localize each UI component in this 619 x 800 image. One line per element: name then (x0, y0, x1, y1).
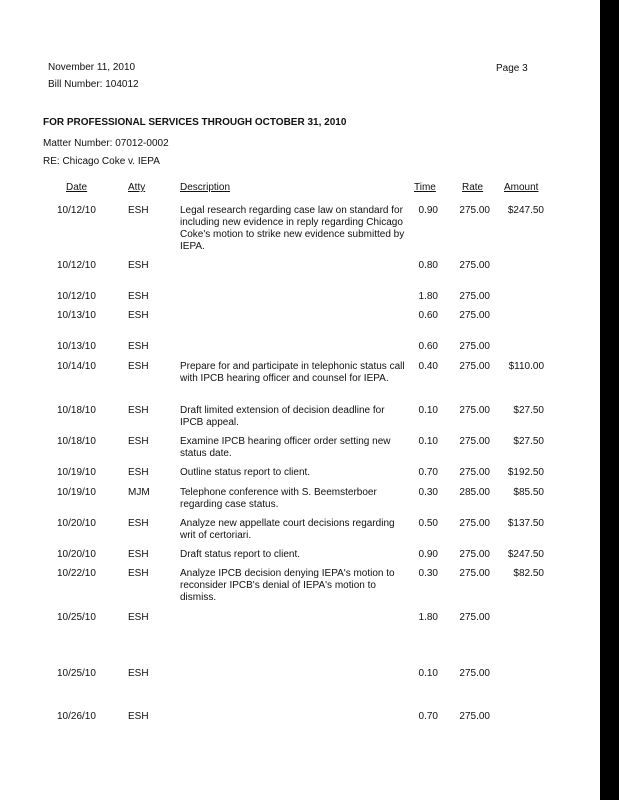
entry-rate: 285.00 (459, 487, 490, 498)
header-rate: Rate (462, 182, 484, 193)
entry-time: 0.40 (418, 361, 438, 372)
entry-description: Telephone conference with S. Beemsterboer regarding case status. (180, 487, 377, 510)
entry-date: 10/20/10 (57, 518, 96, 529)
entry-rate: 275.00 (459, 711, 490, 722)
entry-date: 10/25/10 (57, 612, 96, 623)
entry-atty: ESH (128, 568, 149, 579)
header-time: Time (414, 182, 436, 193)
entry-time: 0.80 (418, 260, 438, 271)
entry-date: 10/19/10 (57, 467, 96, 478)
entry-atty: ESH (128, 260, 149, 271)
entry-amount: $85.50 (513, 487, 544, 498)
entry-rate: 275.00 (459, 612, 490, 623)
entry-atty: ESH (128, 549, 149, 560)
entry-rate: 275.00 (459, 549, 490, 560)
entry-rate: 275.00 (459, 405, 490, 416)
entry-atty: MJM (128, 487, 150, 498)
entry-description: Draft status report to client. (180, 549, 301, 560)
entry-rate: 275.00 (459, 668, 490, 679)
entry-time: 0.60 (418, 341, 438, 352)
entry-date: 10/14/10 (57, 361, 96, 372)
entry-date: 10/12/10 (57, 260, 96, 271)
header-amount: Amount (504, 182, 539, 193)
entry-description: Draft limited extension of decision deadline for IPCB appeal. (180, 405, 385, 428)
entry-rate: 275.00 (459, 205, 490, 216)
entry-atty: ESH (128, 341, 149, 352)
entry-amount: $82.50 (513, 568, 544, 579)
entry-atty: ESH (128, 711, 149, 722)
page-number: Page 3 (496, 63, 528, 74)
entry-atty: ESH (128, 361, 149, 372)
entry-atty: ESH (128, 405, 149, 416)
entry-date: 10/13/10 (57, 310, 96, 321)
entry-rate: 275.00 (459, 436, 490, 447)
entry-atty: ESH (128, 205, 149, 216)
entry-rate: 275.00 (459, 260, 490, 271)
entry-rate: 275.00 (459, 310, 490, 321)
entry-description: Examine IPCB hearing officer order setting new status date. (180, 436, 391, 459)
entry-atty: ESH (128, 518, 149, 529)
section-title: FOR PROFESSIONAL SERVICES THROUGH OCTOBER 31, 2010 (43, 117, 347, 128)
entry-description: Analyze new appellate court decisions regarding writ of certoriari. (180, 518, 395, 541)
entry-time: 0.90 (418, 549, 438, 560)
entry-date: 10/25/10 (57, 668, 96, 679)
entry-amount: $137.50 (507, 518, 544, 529)
matter-re: RE: Chicago Coke v. IEPA (43, 156, 160, 167)
entry-description: Analyze IPCB decision denying IEPA's motion to reconsider IPCB's denial of IEPA's motion to dismiss. (180, 568, 395, 603)
entry-atty: ESH (128, 436, 149, 447)
bill-number: Bill Number: 104012 (48, 79, 139, 90)
entry-time: 0.10 (418, 405, 438, 416)
matter-number: Matter Number: 07012-0002 (43, 138, 169, 149)
entry-time: 1.80 (418, 612, 438, 623)
entry-rate: 275.00 (459, 291, 490, 302)
entry-time: 0.70 (418, 467, 438, 478)
entry-time: 0.30 (418, 568, 438, 579)
entry-amount: $247.50 (507, 549, 544, 560)
entry-amount: $247.50 (507, 205, 544, 216)
entry-atty: ESH (128, 467, 149, 478)
header-date: Date (66, 182, 88, 193)
scan-edge (600, 0, 619, 800)
entry-description: Prepare for and participate in telephonic status call with IPCB hearing officer and counsel for IEPA. (180, 361, 405, 384)
entry-rate: 275.00 (459, 341, 490, 352)
entry-rate: 275.00 (459, 467, 490, 478)
header-description: Description (180, 182, 231, 193)
entry-date: 10/13/10 (57, 341, 96, 352)
bill-date: November 11, 2010 (48, 62, 136, 73)
entry-date: 10/22/10 (57, 568, 96, 579)
entry-date: 10/12/10 (57, 291, 96, 302)
entry-atty: ESH (128, 310, 149, 321)
entry-time: 0.10 (418, 668, 438, 679)
entry-rate: 275.00 (459, 361, 490, 372)
entry-amount: $192.50 (507, 467, 544, 478)
entry-amount: $110.00 (508, 361, 544, 372)
entry-amount: $27.50 (513, 436, 544, 447)
entry-time: 0.30 (418, 487, 438, 498)
entry-atty: ESH (128, 668, 149, 679)
entry-date: 10/12/10 (57, 205, 96, 216)
entry-time: 0.60 (418, 310, 438, 321)
entry-rate: 275.00 (459, 518, 490, 529)
header-atty: Atty (128, 182, 146, 193)
entry-description: Legal research regarding case law on standard for including new evidence in reply regarding Chicago Coke's motion to strike new evidence submitted by IEPA. (180, 205, 405, 252)
entry-date: 10/26/10 (57, 711, 96, 722)
entry-time: 0.10 (418, 436, 438, 447)
entry-time: 0.70 (418, 711, 438, 722)
entry-amount: $27.50 (513, 405, 544, 416)
entry-date: 10/19/10 (57, 487, 96, 498)
entry-time: 0.50 (418, 518, 438, 529)
entry-time: 1.80 (418, 291, 438, 302)
entry-date: 10/18/10 (57, 405, 96, 416)
entry-description: Outline status report to client. (180, 467, 311, 478)
entry-atty: ESH (128, 612, 149, 623)
entry-rate: 275.00 (459, 568, 490, 579)
entry-time: 0.90 (418, 205, 438, 216)
entry-atty: ESH (128, 291, 149, 302)
entry-date: 10/20/10 (57, 549, 96, 560)
entry-date: 10/18/10 (57, 436, 96, 447)
